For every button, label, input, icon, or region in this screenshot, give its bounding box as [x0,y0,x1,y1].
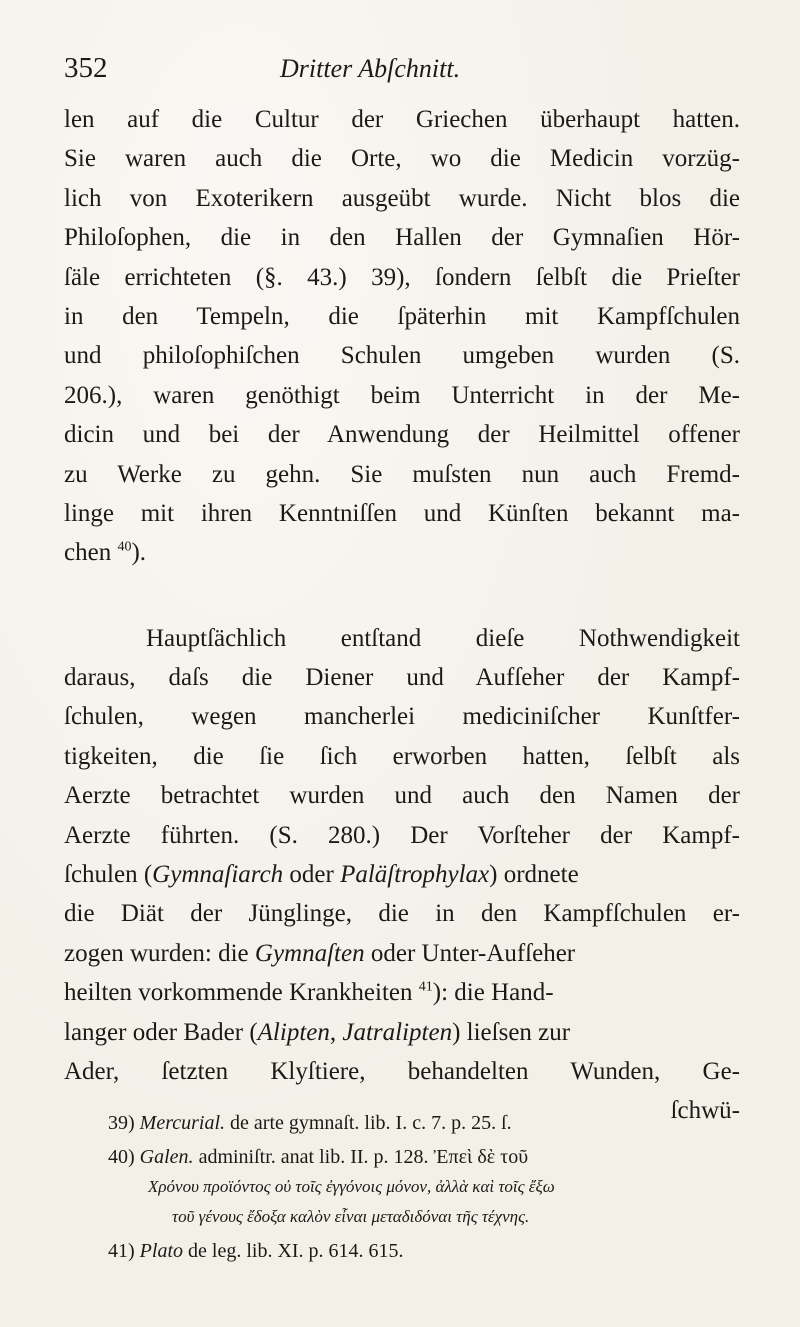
footnote-author: Plato [139,1240,184,1262]
footnote-number: 39) [108,1112,135,1134]
text-run: ſchulen ( [64,861,153,889]
text-run: daraus, daſs die Diener und Aufſeher der Kampf- [64,664,740,692]
text-line [64,139,740,178]
text-line [64,697,740,736]
footnote-text: de arte gymnaſt. lib. I. c. 7. p. 25. ſ. [230,1112,512,1134]
text-line [64,894,740,933]
text-line [64,494,740,533]
paragraph-2 [64,619,740,1131]
text-run: oder Unter-Aufſeher [364,939,576,967]
text-run: zu Werke zu gehn. Sie muſsten nun auch Fremd- [64,460,740,488]
text-line [64,179,740,218]
paragraph-1 [64,100,740,533]
text-run: die Diät der Jünglinge, die in den Kampfſchulen er- [64,900,740,928]
footnote-text: adminiſtr. anat lib. II. p. 128. Ἐπεὶ δὲ τοῦ [198,1146,529,1168]
text-run: 206.), waren genöthigt beim Unterricht in der Me- [64,381,740,409]
footnote-number: 41) [108,1240,135,1262]
text-run: zogen wurden: die [64,939,255,967]
page-header [64,52,744,96]
text-run: oder [283,861,341,889]
running-head: Dritter Abſchnitt. [280,54,461,83]
text-run: tigkeiten, die ſie ſich erworben hatten, ſelbſt als [64,742,740,770]
footnote-text: τοῦ γένους ἔδοξα καλὸν εἶναι μεταδιδόναι τῆς τέχνης. [172,1207,530,1226]
text-run: chen [64,539,112,567]
text-run: ) ordnete [489,861,579,889]
text-line [64,973,740,1012]
text-run: heilten vorkommende Krankheiten [64,979,419,1007]
text-line [64,376,740,415]
text-run: langer oder Bader ( [64,1018,258,1046]
text-run: Aerzte führten. (S. 280.) Der Vorſteher der Kampf- [64,821,740,849]
footnote-40-greek [108,1172,748,1202]
footnote-text: Χρόνου προϊόντος οὐ τοῖς ἐγγόνοις μόνον, ἀλλὰ καὶ τοῖς ἔξω [148,1177,555,1196]
text-run: linge mit ihren Kenntniſſen und Künſten bekannt ma- [64,499,740,527]
body-text [64,100,740,1131]
text-line [64,934,740,973]
footnote-ref-40: 40 [117,539,132,555]
footnote-39 [108,1108,748,1138]
catchword: ſchwü- [670,1097,740,1125]
footnote-41 [108,1236,748,1266]
text-line [64,1013,740,1052]
text-run: und philoſophiſchen Schulen umgeben wurden (S. [64,342,740,370]
text-line [64,100,740,139]
footnote-text: de leg. lib. XI. p. 614. 615. [188,1240,404,1262]
text-line [64,258,740,297]
text-run: ): die Hand- [432,979,554,1007]
text-line [64,658,740,697]
text-line [64,455,740,494]
text-line [64,297,740,336]
text-run: lich von Exoterikern ausgeübt wurde. Nicht blos die [64,184,740,212]
text-run: dicin und bei der Anwendung der Heilmittel offener [64,421,740,449]
paragraph-gap [64,573,740,619]
footnote-number: 40) [108,1146,135,1168]
italic-term: Gymnaſiarch [152,861,284,889]
text-line [64,776,740,815]
footnote-author: Galen. [139,1146,194,1168]
footnote-ref-41: 41 [418,979,433,995]
text-line [64,415,740,454]
text-run: in den Tempeln, die ſpäterhin mit Kampfſchulen [64,302,740,330]
italic-term: Gymnaſten [254,939,365,967]
text-run: Aerzte betrachtet wurden und auch den Namen der [64,782,740,810]
text-run: Philoſophen, die in den Hallen der Gymnaſien Hör- [64,224,740,252]
text-line [64,336,740,375]
text-run: len auf die Cultur der Griechen überhaupt hatten. [64,106,740,133]
text-line [64,816,740,855]
footnote-author: Mercurial. [139,1112,226,1134]
paragraph-1-last-line [64,533,740,572]
page-number: 352 [64,52,108,84]
text-line [64,855,740,894]
text-run: ) lieſsen zur [452,1018,571,1046]
text-run: Sie waren auch die Orte, wo die Medicin vorzüg- [64,145,740,173]
italic-term: Jatralipten [342,1018,453,1046]
footnote-40-greek [108,1202,748,1232]
text-line [64,619,740,658]
text-line [64,218,740,257]
text-run: ſchulen, wegen mancherlei mediciniſcher Kunſtfer- [64,703,740,731]
text-line [64,1052,740,1091]
text-run: Ader, ſetzten Klyſtiere, behandelten Wunden, Ge- [64,1057,740,1085]
italic-term: Paläſtrophylax [340,861,490,889]
italic-term: Alipten [257,1018,330,1046]
text-run: ſäle errichteten (§. 43.) 39), ſondern ſelbſt die Prieſter [64,263,740,291]
text-run: ). [131,539,147,567]
text-run: , [329,1018,343,1046]
footnote-40 [108,1142,748,1172]
text-run: Hauptſächlich entſtand dieſe Nothwendigkeit [146,624,740,652]
footnotes [108,1108,748,1266]
text-line [64,737,740,776]
